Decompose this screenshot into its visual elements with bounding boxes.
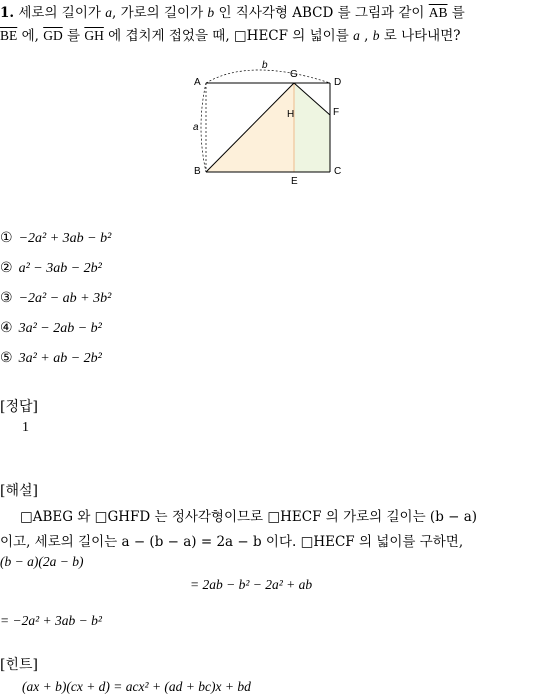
question-text: 를 bbox=[451, 5, 465, 21]
label-e-point: E bbox=[291, 176, 298, 185]
answer-value: 1 bbox=[22, 420, 29, 435]
choice-expression: a² − 3ab − 2b² bbox=[18, 261, 102, 276]
choice-1[interactable] bbox=[0, 230, 111, 247]
explanation-line-4: = 2ab − b² − 2a² + ab bbox=[190, 577, 313, 592]
choice-5[interactable] bbox=[0, 350, 102, 367]
var-b: b bbox=[372, 28, 380, 43]
explanation-line-3: (b − a)(2a − b) bbox=[0, 554, 84, 569]
var-b: b bbox=[207, 5, 215, 20]
label-c-point: C bbox=[334, 166, 342, 177]
label-a-length: a bbox=[193, 122, 199, 133]
question-text: 세로의 길이가 bbox=[18, 5, 101, 21]
comma: , bbox=[364, 28, 369, 44]
explanation-line-5: = −2a² + 3ab − b² bbox=[0, 613, 102, 628]
label-f-point: F bbox=[333, 107, 340, 118]
choice-number: ② bbox=[0, 260, 13, 276]
answer-heading: [정답] bbox=[0, 399, 38, 415]
folded-square bbox=[294, 83, 330, 172]
choice-number: ⑤ bbox=[0, 350, 13, 366]
choice-2[interactable] bbox=[0, 260, 102, 277]
question-line-2 bbox=[0, 25, 460, 47]
var-a: a bbox=[105, 5, 112, 20]
choice-3[interactable] bbox=[0, 290, 111, 307]
question-text: 로 나타내면? bbox=[383, 28, 461, 44]
explanation-line-1: □ABEG 와 □GHFD 는 정사각형이므로 □HECF 의 가로의 길이는 (b − a) bbox=[20, 509, 478, 525]
question-text: 를 bbox=[67, 28, 81, 44]
segment-gh: $\overline{GH}$ bbox=[84, 28, 104, 43]
arc-ad bbox=[206, 70, 330, 83]
label-d-point: D bbox=[334, 77, 342, 88]
hint-heading: [힌트] bbox=[0, 657, 38, 673]
label-a-point: A bbox=[194, 77, 201, 88]
segment-gd: $\overline{GD}$ bbox=[43, 28, 63, 43]
label-b-length: b bbox=[262, 60, 268, 71]
label-b-point: B bbox=[194, 166, 201, 177]
choice-4[interactable] bbox=[0, 320, 102, 337]
question-line-1 bbox=[0, 2, 465, 24]
segment-be: $\overline{BE}$ bbox=[0, 28, 18, 43]
arc-ab bbox=[201, 83, 206, 172]
question-text: 에, bbox=[21, 28, 39, 44]
choice-expression: 3a² − 2ab − b² bbox=[18, 321, 102, 336]
label-h-point: H bbox=[287, 109, 295, 120]
hint-formula: (ax + b)(cx + d) = acx² + (ad + bc)x + bd bbox=[22, 679, 251, 694]
question-text: 에 겹치게 접었을 때, □HECF 의 넓이를 bbox=[108, 28, 349, 44]
choice-number: ④ bbox=[0, 320, 13, 336]
geometry-figure bbox=[190, 55, 350, 185]
question-text: 인 직사각형 ABCD 를 그림과 같이 bbox=[218, 5, 425, 21]
choice-expression: 3a² + ab − 2b² bbox=[18, 351, 102, 366]
label-g-point: G bbox=[290, 69, 298, 80]
choice-expression: −2a² − ab + 3b² bbox=[18, 291, 112, 306]
question-text: , 가로의 길이가 bbox=[111, 5, 204, 21]
choice-expression: −2a² + 3ab − b² bbox=[18, 231, 112, 246]
segment-ab: $\overline{AB}$ bbox=[428, 5, 448, 20]
var-a: a bbox=[353, 28, 360, 43]
explanation-line-2: 이고, 세로의 길이는 a − (b − a) = 2a − b 이다. □HECF 의 넓이를 구하면, bbox=[0, 534, 464, 550]
choice-number: ③ bbox=[0, 290, 13, 306]
explanation-heading: [해설] bbox=[0, 483, 38, 499]
question-number: 1. bbox=[0, 5, 15, 21]
choice-number: ① bbox=[0, 230, 13, 246]
